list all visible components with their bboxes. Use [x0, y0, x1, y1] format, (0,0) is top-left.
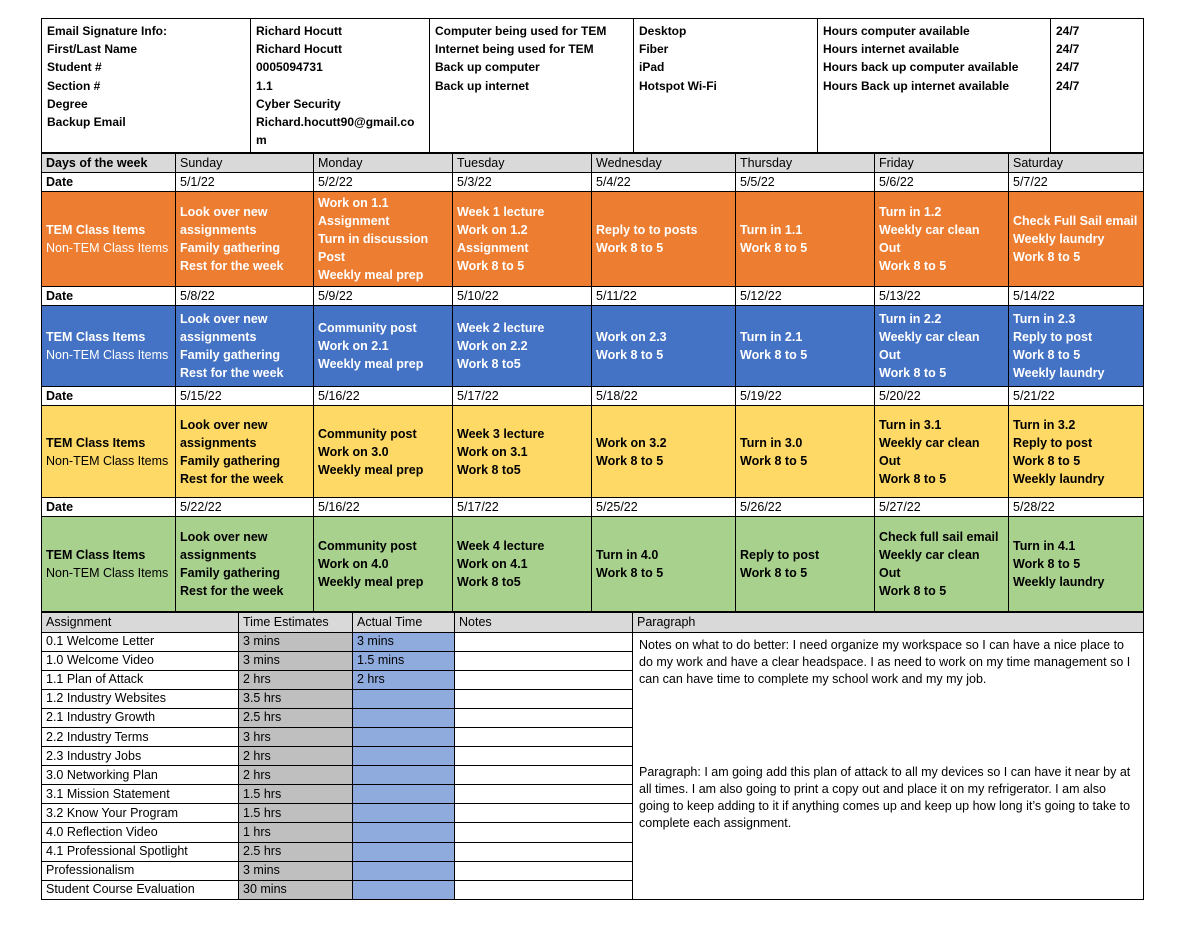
day-items-cell: [592, 517, 736, 612]
time-estimate: 2 hrs: [239, 747, 353, 766]
non-tem-class-items-label: Non-TEM Class Items: [46, 453, 169, 468]
notes-cell: [455, 842, 633, 861]
day-item: Family gathering: [180, 566, 281, 581]
actual-time: [353, 747, 455, 766]
hours-label: Hours computer available: [823, 24, 970, 38]
date-cell: 5/17/22: [453, 387, 592, 406]
day-item: Work 8 to 5: [457, 259, 525, 274]
hours-label: Hours internet available: [823, 42, 960, 57]
day-item: Weekly meal prep: [318, 575, 424, 590]
day-item: Look over new: [180, 205, 268, 220]
info-value: 0005094731: [256, 60, 323, 75]
day-item: Work 8 to 5: [1013, 348, 1081, 363]
day-header: Sunday: [176, 154, 314, 173]
assignment-name: 4.0 Reflection Video: [42, 823, 239, 842]
actual-time: [353, 766, 455, 785]
day-item: Work on 2.2: [457, 339, 528, 354]
day-item: Weekly laundry: [1013, 471, 1105, 486]
assignments-header: Actual Time: [353, 613, 455, 632]
date-cell: 5/21/22: [1009, 387, 1144, 406]
day-item: Family gathering: [180, 241, 281, 256]
day-item: Work 8 to 5: [879, 471, 947, 486]
plan-of-attack-sheet: [41, 18, 1143, 900]
day-item: Assignment: [318, 214, 390, 229]
day-item: Look over new: [180, 417, 268, 432]
info-label: Degree: [47, 96, 88, 111]
day-item: Turn in 3.2: [1013, 417, 1076, 432]
days-label: Days of the week: [42, 154, 176, 173]
hours-value: 24/7: [1056, 42, 1080, 57]
day-item: Turn in 1.2: [879, 205, 942, 220]
day-item: Work 8 to 5: [596, 566, 664, 581]
notes-cell: [455, 727, 633, 746]
date-cell: 5/3/22: [453, 173, 592, 192]
tem-class-items-label: TEM Class Items: [46, 223, 146, 238]
tem-class-items-label: TEM Class Items: [46, 548, 146, 563]
info-value: Cyber Security: [256, 96, 341, 111]
day-item: Weekly meal prep: [318, 462, 424, 477]
date-row: [42, 173, 1144, 192]
day-item: Out: [879, 566, 901, 581]
day-header: Friday: [875, 154, 1009, 173]
day-item: Work on 2.3: [596, 330, 667, 345]
day-items-cell: [592, 306, 736, 387]
notes-cell: [455, 766, 633, 785]
notes-cell: [455, 785, 633, 804]
day-header: Tuesday: [453, 154, 592, 173]
equipment-label: Computer being used for TEM: [435, 24, 607, 38]
day-item: Work 8 to 5: [1013, 453, 1081, 468]
day-item: Weekly car clean: [879, 223, 980, 238]
day-items-cell: [592, 192, 736, 287]
day-item: Turn in 3.1: [879, 417, 942, 432]
date-cell: 5/9/22: [314, 287, 453, 306]
schedule-body: [42, 154, 1144, 612]
day-items-cell: [736, 406, 875, 498]
day-item: Out: [879, 348, 901, 363]
time-estimate: 30 mins: [239, 880, 353, 899]
non-tem-class-items-label: Non-TEM Class Items: [46, 241, 169, 256]
notes-cell: [455, 880, 633, 899]
day-item: Turn in 2.2: [879, 312, 942, 327]
notes-cell: [455, 823, 633, 842]
day-item: Work on 3.1: [457, 444, 528, 459]
date-cell: 5/26/22: [736, 498, 875, 517]
day-item: Work on 3.2: [596, 435, 667, 450]
date-row: [42, 498, 1144, 517]
day-items-cell: [314, 406, 453, 498]
day-items-cell: [314, 306, 453, 387]
day-item: Work 8 to 5: [740, 453, 808, 468]
date-cell: 5/28/22: [1009, 498, 1144, 517]
assignment-name: 3.0 Networking Plan: [42, 766, 239, 785]
assignment-name: 1.2 Industry Websites: [42, 689, 239, 708]
days-header-row: [42, 154, 1144, 173]
day-items-cell: [176, 517, 314, 612]
info-value: Richard Hocutt: [256, 42, 343, 57]
day-item: Work on 1.2: [457, 223, 528, 238]
day-item: assignments: [180, 548, 257, 563]
day-header: Thursday: [736, 154, 875, 173]
day-item: Community post: [318, 321, 417, 336]
equipment-value: Fiber: [639, 42, 669, 57]
date-cell: 5/6/22: [875, 173, 1009, 192]
notes-cell: [455, 861, 633, 880]
time-estimate: 3.5 hrs: [239, 689, 353, 708]
assignment-name: 1.1 Plan of Attack: [42, 670, 239, 689]
notes-cell: [455, 747, 633, 766]
day-item: Rest for the week: [180, 584, 284, 599]
date-label: Date: [42, 387, 176, 406]
date-cell: 5/7/22: [1009, 173, 1144, 192]
day-item: Turn in 2.3: [1013, 312, 1076, 327]
week-items-row: [42, 192, 1144, 287]
tem-class-items-label: TEM Class Items: [46, 435, 146, 450]
day-item: Work 8 to5: [457, 357, 521, 372]
assignments-header: Notes: [455, 613, 633, 632]
assignment-name: 4.1 Professional Spotlight: [42, 842, 239, 861]
day-items-cell: [1009, 517, 1144, 612]
day-item: Reply to post: [1013, 435, 1093, 450]
plan-paragraph: Paragraph: I am going add this plan of attack to all my devices so I can have it near by at all times. I am also going to print a copy out and place it on my refrigerator. I am also going to keep adding to it if anything comes up and keep up how long it’s going to take to complete each assignment.: [639, 764, 1131, 830]
day-item: Check Full Sail email: [1013, 214, 1138, 229]
day-item: Work 8 to 5: [740, 348, 808, 363]
day-item: Turn in 4.0: [596, 548, 659, 563]
date-row: [42, 387, 1144, 406]
day-header: Monday: [314, 154, 453, 173]
notes-cell: [455, 670, 633, 689]
date-cell: 5/5/22: [736, 173, 875, 192]
hours-label: Hours back up computer available: [823, 60, 1019, 75]
date-cell: 5/17/22: [453, 498, 592, 517]
date-label: Date: [42, 287, 176, 306]
day-item: Post: [318, 250, 346, 265]
date-cell: 5/11/22: [592, 287, 736, 306]
assignment-name: 2.1 Industry Growth: [42, 708, 239, 727]
assignment-name: 3.1 Mission Statement: [42, 785, 239, 804]
date-cell: 5/18/22: [592, 387, 736, 406]
day-items-cell: [875, 517, 1009, 612]
equipment-label: Back up computer: [435, 60, 540, 75]
info-label: Email Signature Info:: [47, 24, 168, 38]
day-item: Look over new: [180, 530, 268, 545]
date-cell: 5/16/22: [314, 387, 453, 406]
equipment-labels: [430, 19, 634, 153]
time-estimate: 3 hrs: [239, 727, 353, 746]
date-cell: 5/8/22: [176, 287, 314, 306]
day-item: Work 8 to 5: [879, 584, 947, 599]
hours-value: 24/7: [1056, 78, 1080, 93]
day-item: Turn in 2.1: [740, 330, 803, 345]
day-items-cell: [736, 306, 875, 387]
day-items-cell: [453, 406, 592, 498]
day-item: Reply to post: [1013, 330, 1093, 345]
day-item: Work 8 to 5: [596, 241, 664, 256]
non-tem-class-items-label: Non-TEM Class Items: [46, 348, 169, 363]
day-items-cell: [592, 406, 736, 498]
info-label: Backup Email: [47, 115, 126, 130]
hours-label: Hours Back up internet available: [823, 78, 1010, 93]
day-header: Saturday: [1009, 154, 1144, 173]
notes-paragraph: Notes on what to do better: I need organize my workspace so I can have a nice place to do my work and have a clear headspace. I as need to work on my time management so I can can have time to complete my school work and my my job.: [639, 637, 1131, 686]
day-items-cell: [875, 306, 1009, 387]
date-cell: 5/22/22: [176, 498, 314, 517]
actual-time: [353, 880, 455, 899]
day-items-cell: [176, 406, 314, 498]
notes-cell: [455, 632, 633, 651]
assignment-name: 0.1 Welcome Letter: [42, 632, 239, 651]
day-item: Weekly laundry: [1013, 575, 1105, 590]
day-item: Work 8 to5: [457, 462, 521, 477]
notes-cell: [455, 804, 633, 823]
day-item: Weekly car clean: [879, 548, 980, 563]
day-items-cell: [453, 306, 592, 387]
paragraph-spacer: [639, 688, 1137, 764]
day-item: Work on 4.1: [457, 557, 528, 572]
day-item: Weekly laundry: [1013, 366, 1105, 381]
day-item: Work 8 to 5: [879, 259, 947, 274]
actual-time: [353, 842, 455, 861]
date-cell: 5/14/22: [1009, 287, 1144, 306]
time-estimate: 1.5 hrs: [239, 785, 353, 804]
day-items-cell: [453, 517, 592, 612]
assignments-table: [41, 612, 1144, 899]
day-item: Work on 1.1: [318, 196, 389, 211]
actual-time: [353, 804, 455, 823]
day-item: Work 8 to 5: [596, 453, 664, 468]
info-value: 1.1: [256, 78, 273, 93]
day-item: Turn in 4.1: [1013, 539, 1076, 554]
day-items-cell: [176, 192, 314, 287]
day-item: Weekly meal prep: [318, 268, 424, 283]
time-estimate: 2 hrs: [239, 670, 353, 689]
notes-cell: [455, 708, 633, 727]
day-item: Work on 3.0: [318, 444, 389, 459]
actual-time: [353, 689, 455, 708]
info-table: [41, 18, 1144, 153]
time-estimate: 1.5 hrs: [239, 804, 353, 823]
hours-values: [1051, 19, 1144, 153]
day-item: Turn in 3.0: [740, 435, 803, 450]
day-item: Work on 4.0: [318, 557, 389, 572]
day-items-cell: [875, 406, 1009, 498]
equipment-value: Hotspot Wi-Fi: [639, 78, 717, 93]
day-item: Check full sail email: [879, 530, 999, 545]
day-item: Reply to to posts: [596, 223, 698, 238]
day-items-cell: [1009, 306, 1144, 387]
assignment-name: 1.0 Welcome Video: [42, 651, 239, 670]
time-estimate: 2.5 hrs: [239, 708, 353, 727]
day-item: Rest for the week: [180, 366, 284, 381]
day-items-cell: [736, 517, 875, 612]
assignments-header-row: [42, 613, 1144, 632]
day-item: Work 8 to5: [457, 575, 521, 590]
day-item: Reply to post: [740, 548, 820, 563]
date-label: Date: [42, 498, 176, 517]
date-cell: 5/2/22: [314, 173, 453, 192]
date-cell: 5/25/22: [592, 498, 736, 517]
day-item: Work on 2.1: [318, 339, 389, 354]
day-item: Work 8 to 5: [740, 241, 808, 256]
day-item: Rest for the week: [180, 259, 284, 274]
time-estimate: 3 mins: [239, 632, 353, 651]
equipment-label: Back up internet: [435, 78, 530, 93]
hours-value: 24/7: [1056, 24, 1080, 38]
week-items-row: [42, 406, 1144, 498]
day-item: Community post: [318, 426, 417, 441]
date-cell: 5/1/22: [176, 173, 314, 192]
day-items-cell: [1009, 406, 1144, 498]
actual-time: [353, 708, 455, 727]
date-cell: 5/20/22: [875, 387, 1009, 406]
date-cell: 5/15/22: [176, 387, 314, 406]
assignments-body: [42, 613, 1144, 899]
day-item: Week 3 lecture: [457, 426, 545, 441]
day-item: Out: [879, 453, 901, 468]
day-item: Weekly car clean: [879, 435, 980, 450]
equipment-value: Desktop: [639, 24, 687, 38]
date-cell: 5/27/22: [875, 498, 1009, 517]
day-item: assignments: [180, 330, 257, 345]
date-cell: 5/12/22: [736, 287, 875, 306]
day-item: Work 8 to 5: [596, 348, 664, 363]
time-estimate: 1 hrs: [239, 823, 353, 842]
assignments-header: Assignment: [42, 613, 239, 632]
day-item: Week 2 lecture: [457, 321, 545, 336]
actual-time: 3 mins: [353, 632, 455, 651]
tem-class-items-label: TEM Class Items: [46, 330, 146, 345]
assignments-header: Time Estimates: [239, 613, 353, 632]
day-items-cell: [875, 192, 1009, 287]
time-estimate: 3 mins: [239, 861, 353, 880]
day-items-cell: [1009, 192, 1144, 287]
day-items-cell: [314, 517, 453, 612]
hours-value: 24/7: [1056, 60, 1080, 75]
day-item: Work 8 to 5: [879, 366, 947, 381]
day-item: Turn in discussion: [318, 232, 429, 247]
day-item: Family gathering: [180, 348, 281, 363]
day-item: Look over new: [180, 312, 268, 327]
time-estimate: 3 mins: [239, 651, 353, 670]
assignment-name: Student Course Evaluation: [42, 880, 239, 899]
day-item: assignments: [180, 223, 257, 238]
day-item: Week 4 lecture: [457, 539, 545, 554]
actual-time: [353, 861, 455, 880]
date-cell: 5/19/22: [736, 387, 875, 406]
assignment-name: 2.2 Industry Terms: [42, 727, 239, 746]
day-items-cell: [176, 306, 314, 387]
info-label: Student #: [47, 60, 102, 75]
equipment-values: [634, 19, 818, 153]
paragraph-cell: [633, 632, 1144, 899]
day-item: Weekly meal prep: [318, 357, 424, 372]
assignment-name: Professionalism: [42, 861, 239, 880]
date-cell: 5/16/22: [314, 498, 453, 517]
equipment-label: Internet being used for TEM: [435, 42, 594, 57]
weekly-schedule-table: [41, 153, 1144, 612]
info-values: [251, 19, 430, 153]
assignments-header: Paragraph: [633, 613, 1144, 632]
actual-time: [353, 727, 455, 746]
info-label: Section #: [47, 78, 101, 93]
hours-labels: [818, 19, 1051, 153]
day-item: Assignment: [457, 241, 529, 256]
equipment-value: iPad: [639, 60, 665, 75]
date-cell: 5/4/22: [592, 173, 736, 192]
info-label: First/Last Name: [47, 42, 138, 57]
time-estimate: 2 hrs: [239, 766, 353, 785]
row-label: [42, 306, 176, 387]
actual-time: 1.5 mins: [353, 651, 455, 670]
date-row: [42, 287, 1144, 306]
non-tem-class-items-label: Non-TEM Class Items: [46, 566, 169, 581]
info-value: Richard Hocutt: [256, 24, 343, 38]
actual-time: [353, 785, 455, 804]
day-item: Turn in 1.1: [740, 223, 803, 238]
day-item: assignments: [180, 435, 257, 450]
info-labels: [42, 19, 251, 153]
day-item: Weekly laundry: [1013, 232, 1105, 247]
row-label: [42, 517, 176, 612]
date-cell: 5/10/22: [453, 287, 592, 306]
date-cell: 5/13/22: [875, 287, 1009, 306]
day-item: Weekly car clean: [879, 330, 980, 345]
day-items-cell: [453, 192, 592, 287]
row-label: [42, 406, 176, 498]
info-value: Richard.hocutt90@gmail.com: [256, 115, 415, 148]
day-item: Week 1 lecture: [457, 205, 545, 220]
day-items-cell: [314, 192, 453, 287]
assignment-name: 2.3 Industry Jobs: [42, 747, 239, 766]
notes-cell: [455, 651, 633, 670]
actual-time: 2 hrs: [353, 670, 455, 689]
day-item: Out: [879, 241, 901, 256]
week-items-row: [42, 517, 1144, 612]
day-item: Family gathering: [180, 453, 281, 468]
day-items-cell: [736, 192, 875, 287]
assignment-name: 3.2 Know Your Program: [42, 804, 239, 823]
notes-cell: [455, 689, 633, 708]
day-item: Rest for the week: [180, 471, 284, 486]
day-item: Work 8 to 5: [1013, 557, 1081, 572]
day-header: Wednesday: [592, 154, 736, 173]
week-items-row: [42, 306, 1144, 387]
actual-time: [353, 823, 455, 842]
day-item: Community post: [318, 539, 417, 554]
assignment-row: [42, 632, 1144, 651]
row-label: [42, 192, 176, 287]
day-item: Work 8 to 5: [1013, 250, 1081, 265]
date-label: Date: [42, 173, 176, 192]
time-estimate: 2.5 hrs: [239, 842, 353, 861]
day-item: Work 8 to 5: [740, 566, 808, 581]
